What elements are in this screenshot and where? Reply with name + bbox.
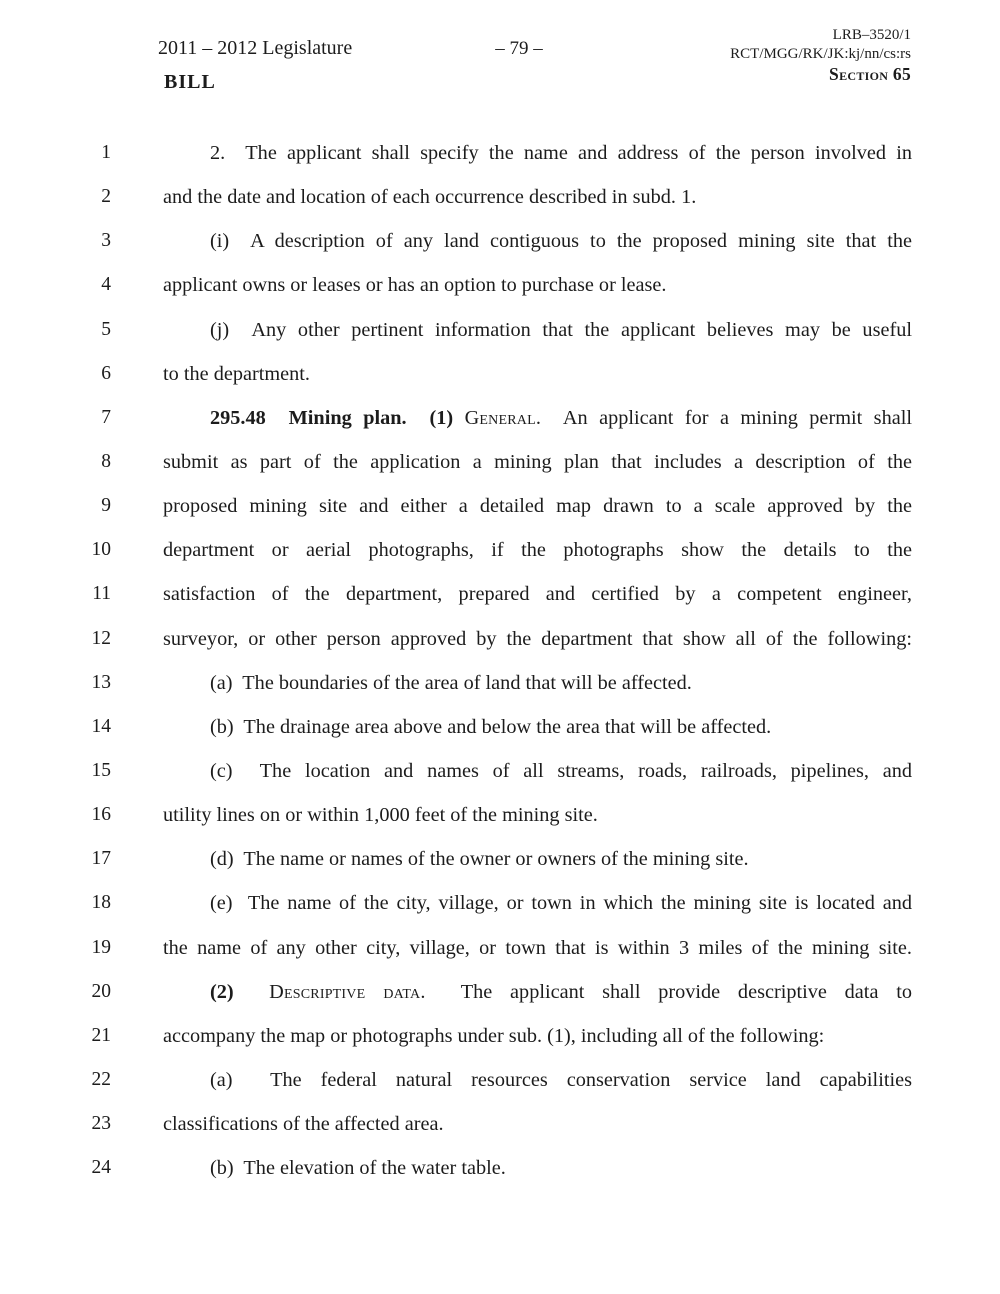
line-number: 22 (91, 1068, 111, 1090)
bill-line (0, 484, 1000, 528)
bill-line (0, 308, 1000, 352)
text-segment-normal: (e) The name of the city, village, or town in which the mining site is located and (210, 892, 912, 915)
line-number: 12 (91, 627, 111, 649)
lrb-number: LRB–3520/1 (832, 27, 911, 43)
line-number: 19 (91, 936, 111, 958)
line-text (163, 793, 912, 837)
line-number: 18 (91, 892, 111, 914)
text-segment-normal: 2. The applicant shall specify the name and address of the person involved in (210, 142, 912, 164)
bill-line (0, 1058, 1000, 1102)
text-segment-normal: utility lines on or within 1,000 feet of the mining site. (163, 804, 598, 827)
bill-line (0, 837, 1000, 881)
text-segment-normal: (i) A description of any land contiguous to the proposed mining site that the (210, 230, 912, 253)
line-text (163, 572, 912, 616)
bill-line (0, 661, 1000, 705)
bill-line (0, 881, 1000, 925)
text-segment-normal: (b) The drainage area above and below the area that will be affected. (210, 715, 772, 738)
bill-line (0, 970, 1000, 1014)
bill-line (0, 1146, 1000, 1190)
text-segment-bold: (2) (210, 980, 270, 1003)
line-text (163, 837, 912, 881)
bill-line (0, 440, 1000, 484)
bill-line (0, 572, 1000, 616)
line-text (163, 705, 912, 749)
line-text (163, 749, 912, 793)
line-number: 21 (91, 1024, 111, 1046)
text-segment-normal: (b) The elevation of the water table. (210, 1157, 506, 1180)
line-text (163, 926, 912, 970)
bill-line (0, 705, 1000, 749)
line-text (163, 661, 912, 705)
line-number: 6 (101, 362, 111, 384)
line-number: 14 (91, 715, 111, 737)
line-text (163, 970, 912, 1014)
drafting-header-block (730, 26, 911, 84)
text-segment-normal: to the department. (163, 362, 310, 385)
line-number: 20 (91, 980, 111, 1002)
line-number: 4 (101, 274, 111, 296)
line-text (163, 263, 912, 307)
line-text (163, 131, 912, 175)
text-segment-normal: (d) The name or names of the owner or owners of the mining site. (210, 848, 749, 871)
bill-line (0, 926, 1000, 970)
text-segment-normal: department or aerial photographs, if the photographs show the details to the (163, 539, 912, 562)
text-segment-normal: applicant owns or leases or has an option to purchase or lease. (163, 274, 667, 297)
bill-text-body (0, 131, 1000, 1190)
line-number: 7 (101, 406, 111, 428)
line-text (163, 440, 912, 484)
section-reference: Section 65 (829, 64, 911, 84)
line-text (163, 881, 912, 925)
bill-line (0, 1014, 1000, 1058)
line-text (163, 1014, 912, 1058)
text-segment-normal: (a) The federal natural resources conservation service land capabilities (210, 1068, 912, 1091)
line-text (163, 175, 912, 219)
line-number: 11 (92, 583, 111, 605)
line-number: 8 (101, 450, 111, 472)
line-number: 23 (91, 1113, 111, 1135)
text-segment-normal: surveyor, or other person approved by the department that show all of the following: (163, 627, 912, 650)
text-segment-normal: (c) The location and names of all streams, roads, railroads, pipelines, and (210, 759, 912, 782)
line-number: 5 (101, 318, 111, 340)
line-number: 16 (91, 804, 111, 826)
bill-line (0, 793, 1000, 837)
drafting-code: RCT/MGG/RK/JK:kj/nn/cs:rs (730, 46, 911, 62)
text-segment-normal: submit as part of the application a mining plan that includes a description of the (163, 450, 912, 473)
text-segment-normal: An applicant for a mining permit shall (541, 406, 912, 429)
text-segment-normal: proposed mining site and either a detailed map drawn to a scale approved by the (163, 495, 912, 518)
bill-line (0, 617, 1000, 661)
line-text (163, 617, 912, 661)
line-number: 9 (101, 495, 111, 517)
bill-label: BILL (164, 71, 216, 93)
text-segment-normal: and the date and location of each occurrence described in subd. 1. (163, 186, 697, 209)
bill-line (0, 528, 1000, 572)
line-text (163, 396, 912, 440)
line-number: 2 (101, 186, 111, 208)
text-segment-normal: (j) Any other pertinent information that the applicant believes may be useful (210, 318, 912, 341)
line-number: 10 (91, 539, 111, 561)
line-number: 17 (91, 848, 111, 870)
bill-line (0, 175, 1000, 219)
line-text (163, 308, 912, 352)
line-number: 13 (91, 671, 111, 693)
page-number: – 79 – (495, 38, 543, 59)
bill-line (0, 263, 1000, 307)
text-segment-normal: classifications of the affected area. (163, 1113, 444, 1136)
line-number: 15 (91, 759, 111, 781)
line-text (163, 484, 912, 528)
text-segment-normal: satisfaction of the department, prepared and certified by a competent engineer, (163, 583, 912, 606)
text-segment-normal: the name of any other city, village, or town that is within 3 miles of the mining site. (163, 936, 912, 959)
text-segment-smallcaps: Descriptive data. (269, 980, 426, 1003)
line-number: 24 (91, 1157, 111, 1179)
line-text (163, 219, 912, 263)
line-text (163, 352, 912, 396)
text-segment-normal: (a) The boundaries of the area of land that will be affected. (210, 671, 692, 694)
text-segment-bold: 295.48 Mining plan. (1) (210, 406, 465, 429)
legislature-session-label: 2011 – 2012 Legislature (158, 37, 353, 59)
bill-line (0, 1102, 1000, 1146)
bill-line (0, 219, 1000, 263)
line-number: 1 (101, 142, 111, 163)
bill-line (0, 131, 1000, 175)
line-text (163, 528, 912, 572)
line-text (163, 1058, 912, 1102)
text-segment-normal: The applicant shall provide descriptive data to (425, 980, 912, 1003)
bill-line (0, 396, 1000, 440)
text-segment-normal: accompany the map or photographs under sub. (1), including all of the following: (163, 1024, 825, 1047)
bill-line (0, 352, 1000, 396)
text-segment-smallcaps: General. (464, 406, 542, 429)
line-number: 3 (101, 230, 111, 252)
line-text (163, 1146, 912, 1190)
line-text (163, 1102, 912, 1146)
bill-line (0, 749, 1000, 793)
